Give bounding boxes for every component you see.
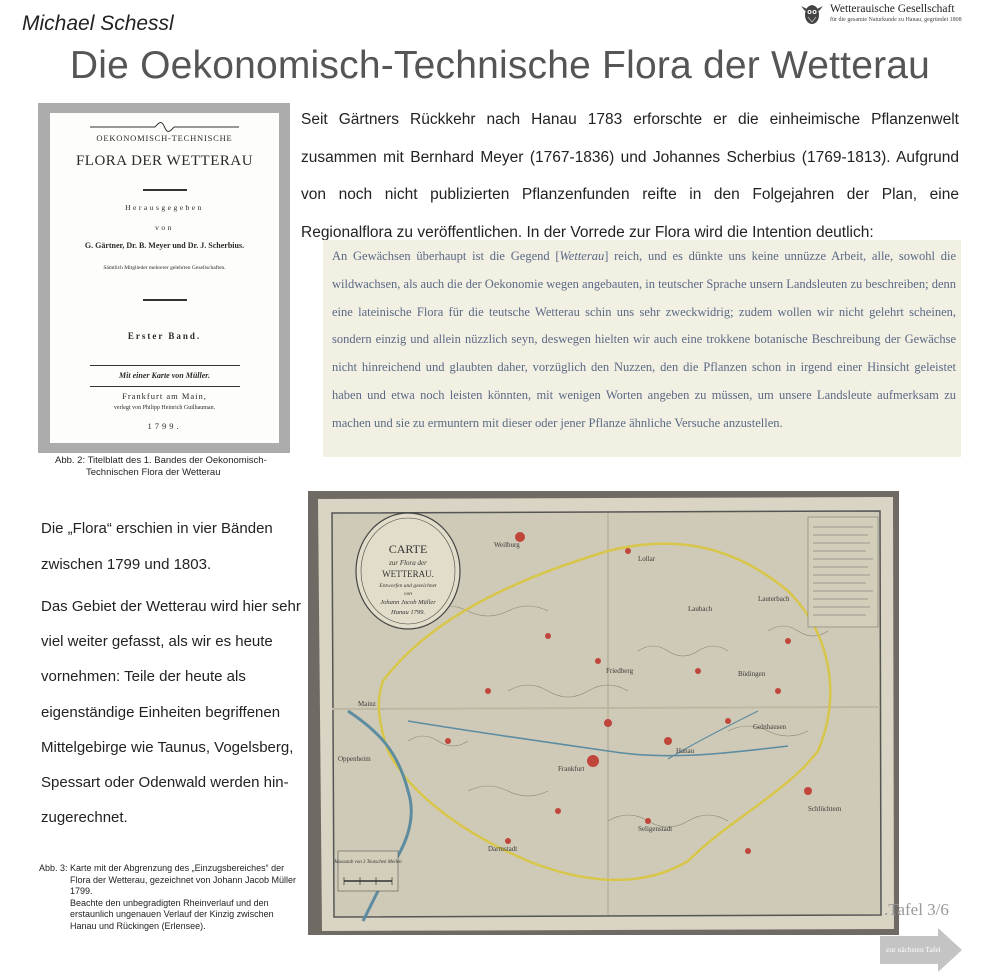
title-page-line-9: Frankfurt am Main,: [122, 391, 207, 401]
society-name: Wetterauische Gesellschaft: [830, 3, 955, 15]
caption-line: Technischen Flora der Wetterau: [86, 467, 221, 478]
map-label: Lollar: [638, 555, 656, 563]
caption-line: Abb. 2: Titelblatt des 1. Bandes der Oekonomisch-: [55, 455, 267, 466]
title-page-figure: [38, 103, 290, 453]
body-text: [41, 511, 309, 835]
title-page-line-5: G. Gärtner, Dr. B. Meyer und Dr. J. Scherbius.: [84, 241, 245, 250]
map-label: Lauterbach: [758, 595, 790, 603]
cartouche-line: zur Flora der: [389, 559, 427, 567]
rule: [90, 386, 240, 387]
quote-box: [323, 240, 961, 457]
map-label: Hanau: [676, 747, 695, 755]
scale-label: Massstab von 3 Teutschen Meilen: [334, 860, 402, 865]
title-page-line-2: FLORA DER WETTERAU: [75, 153, 254, 169]
cartouche-line: von: [404, 591, 412, 597]
title-page-sheet: [50, 113, 279, 443]
historic-map: [308, 491, 899, 935]
title-page-line-3: Herausgegeben: [125, 203, 204, 212]
caption-line: Flora der Wetterau, gezeichnet von Johann Jacob Müller: [70, 874, 296, 885]
next-plate-label: zur nächsten Tafel: [886, 945, 941, 954]
title-page-line-8: Mit einer Karte von Müller.: [119, 371, 210, 380]
map-label: Weilburg: [494, 541, 520, 549]
map-label: Mainz: [358, 700, 376, 708]
cartouche-line: Johann Jacob Müller: [380, 599, 436, 606]
caption-line: Hanau und Rückingen (Erlensee).: [70, 920, 206, 931]
cartouche-line: WETTERAU.: [382, 569, 434, 579]
map-label: Laubach: [688, 605, 713, 613]
society-subtitle: für die gesamte Naturkunde zu Hanau, gegründet 1808: [830, 17, 962, 23]
map-label: Darmstadt: [488, 845, 518, 853]
quote-part-2: ] reich, und es dünkte uns keine unnüzze Arbeit, alle, sowohl die wildwachsen, als auch die der Oekonomie wegen angebauten, in teutscher Sprache unsern Landsleuten zu beschreiben; denn eine lateinische Flora für die teutsche Wetterau schin uns sehr zweckwidrig; zudem wollen wir nicht gelehrt scheinen, sondern einzig und allein nüzzlich seyn, deswegen hielten wir auch eine trokkene botanische Beschreibung der Gewächse nicht hinreichend und glaubten daher, vorzüglich den Nuzzen, den die Pflanzen schon in irgend einer Hinsicht geleistet haben und etwa noch leisten könnten, mit wenigen Worten angeben zu müssen, um unsere Landsleute aufmerksam zu machen und sie zu ermuntern mit dieser oder jener Pflanze ähnliche Versuche anzustellen.: [332, 249, 956, 430]
owl-icon: [800, 2, 824, 26]
rule: [143, 299, 187, 301]
map-legend: [808, 517, 878, 627]
intro-paragraph: Seit Gärtners Rückkehr nach Hanau 1783 erforschte er die einheimische Pflanzenwelt zusammen mit Bernhard Meyer (1767-1836) und Johannes Scherbius (1769-1813). Aufgrund von noch nicht publizierten Pflanzenfunden reifte in den Folgejahren der Plan, eine Regionalflora zu veröffentlichen. In der Vorrede zur Flora wird die Intention deutlich:: [301, 111, 959, 241]
title-page-line-10: verlegt von Philipp Heinrich Guilhauman.: [113, 405, 216, 411]
title-page-line-1: OEKONOMISCH-TECHNISCHE: [96, 133, 233, 143]
map-label: Büdingen: [738, 670, 766, 678]
caption-line: Abb. 3: Karte mit der Abgrenzung des „Einzugsbereiches“ der: [39, 863, 285, 873]
title-page-line-7: Erster Band.: [127, 331, 202, 341]
title-page-line-4: von: [155, 223, 174, 232]
cartouche-title: CARTE: [388, 542, 428, 556]
title-page-line-11: 1799.: [147, 421, 182, 431]
map-label: Oppenheim: [338, 755, 371, 763]
rule: [143, 189, 187, 191]
author-name: Michael Schessl: [22, 12, 174, 35]
caption-line: erstaunlich ungenauen Verlauf der Kinzig zwischen: [70, 909, 274, 919]
map-cartouche: [356, 513, 460, 629]
page-title: Die Oekonomisch-Technische Flora der Wetterau: [69, 44, 931, 87]
cartouche-line: Hanau 1799.: [391, 609, 425, 616]
paragraph-region: Das Gebiet der Wetterau wird hier sehr viel weiter gefasst, als wir es heute vornehmen: Teile der heute als eigenständige Einheiten begriffenen Mittelgebirge wie Taunus, Vogelsberg, Spessart oder Odenwald werden hin-zugerechnet.: [41, 598, 301, 827]
caption-line: 1799.: [70, 886, 93, 896]
quote-text: [332, 243, 956, 438]
map-label: Frankfurt: [558, 765, 585, 773]
title-page-line-6: Sämtlich Mitglieder mehrerer gelehrten Gesellschaften.: [103, 265, 226, 271]
caption-figure-3: [39, 863, 296, 932]
cartouche-line: Entworfen und gezeichnet: [379, 583, 437, 589]
paragraph-volumes: Die „Flora“ erschien in vier Bänden zwischen 1799 und 1803.: [41, 520, 273, 573]
map-label: Friedberg: [606, 667, 634, 675]
quote-part-1: An Gewächsen überhaupt ist die Gegend [: [332, 249, 560, 263]
map-scale: [333, 851, 402, 891]
map-label: Seligenstadt: [638, 825, 673, 833]
map-label: Schlüchtern: [808, 805, 842, 813]
ornament-rule: [50, 121, 279, 133]
society-logo[interactable]: [800, 2, 998, 28]
plate-number: .Tafel 3/6: [884, 900, 949, 919]
caption-figure-2: [55, 455, 267, 479]
next-plate-button[interactable]: [880, 928, 962, 972]
quote-emphasis: Wetterau: [559, 249, 605, 263]
map-label: Gelnhausen: [753, 723, 787, 731]
rule: [90, 365, 240, 366]
caption-line: Beachte den unbegradigten Rheinverlauf und den: [70, 897, 269, 908]
